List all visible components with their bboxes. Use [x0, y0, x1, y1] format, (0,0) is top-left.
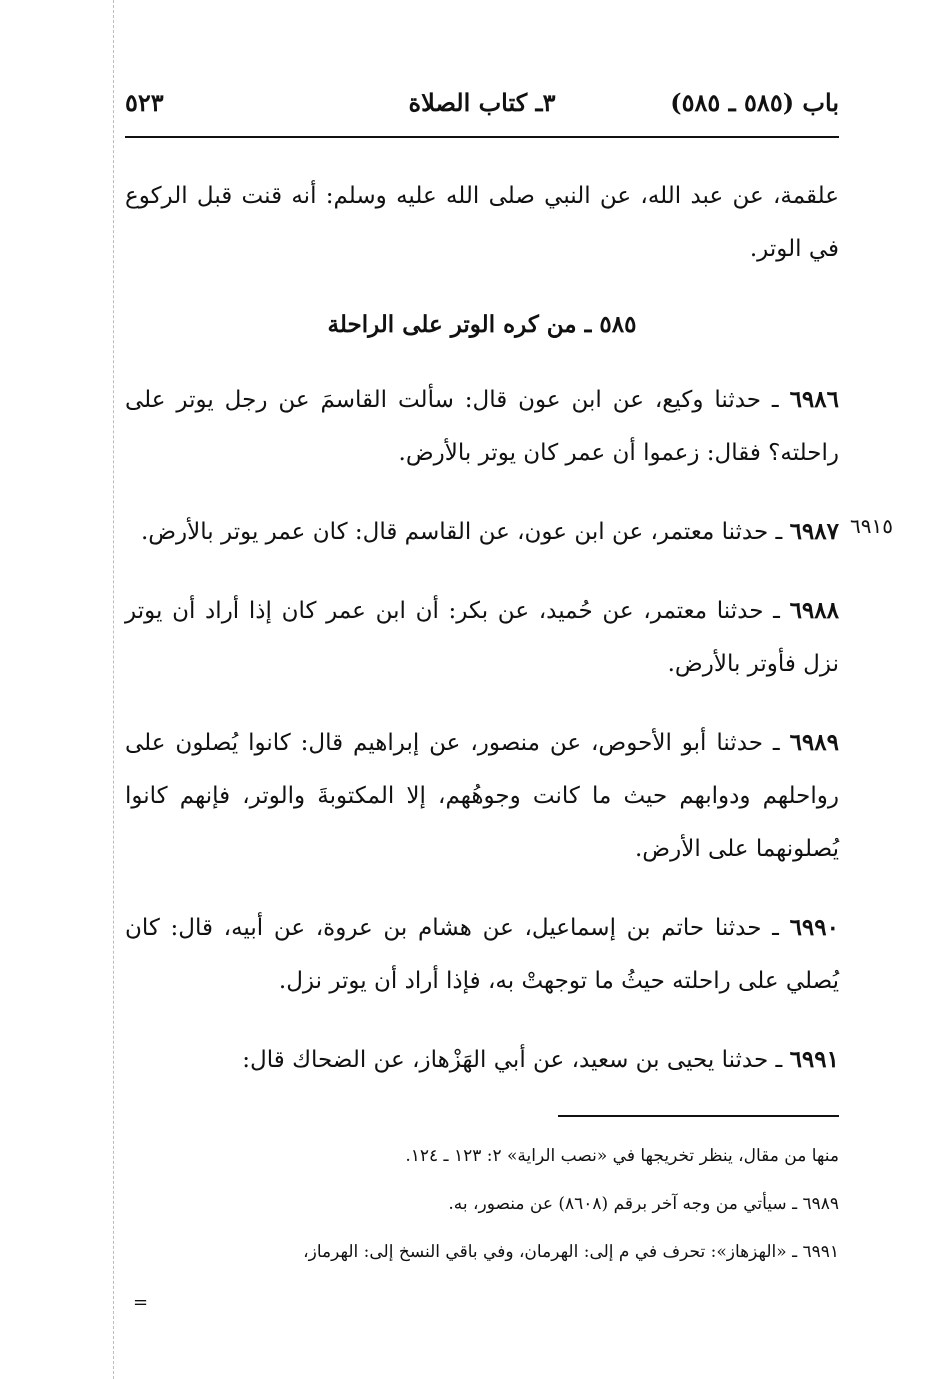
- hadith-paragraph: [125, 1033, 839, 1087]
- page-number: ٥٢٣: [125, 88, 164, 117]
- continuation-mark: =: [133, 1292, 149, 1313]
- hadith-number: ٦٩٩٠: [789, 914, 839, 941]
- footnote: منها من مقال، ينظر تخريجها في «نصب الراية» ٢: ١٢٣ ـ ١٢٤.: [405, 1146, 839, 1166]
- footnote-rule: [558, 1115, 839, 1117]
- book-title: ٣ـ كتاب الصلاة: [408, 88, 556, 117]
- page-edge-line: [113, 0, 114, 1379]
- section-title: ٥٨٥ ـ من كره الوتر على الراحلة: [327, 311, 637, 338]
- main-text: [125, 170, 839, 1112]
- hadith-paragraph: [125, 373, 839, 480]
- hadith-paragraph: [125, 584, 839, 691]
- hadith-text: ـ حدثنا وكيع، عن ابن عون قال: سألت القاسمَ عن رجل يوتر على راحلته؟ فقال: زعموا أن عمر كان يوتر بالأرض.: [125, 387, 839, 466]
- hadith-number: ٦٩٨٨: [789, 597, 839, 624]
- hadith-number: ٦٩٨٩: [789, 729, 839, 756]
- hadith-number: ٦٩٩١: [789, 1046, 839, 1073]
- footnote: ٦٩٩١ ـ «الهزهاز»: تحرف في م إلى: الهرمان، وفي باقي النسخ إلى: الهرماز،: [303, 1242, 839, 1262]
- hadith-number: ٦٩٨٦: [789, 386, 839, 413]
- hadith-text: ـ حدثنا معتمر، عن حُميد، عن بكر: أن ابن عمر كان إذا أراد أن يوتر نزل فأوتر بالأرض.: [125, 598, 839, 677]
- hadith-text: ـ حدثنا معتمر، عن ابن عون، عن القاسم قال: كان عمر يوتر بالأرض.: [140, 519, 783, 545]
- hadith-text: ـ حدثنا حاتم بن إسماعيل، عن هشام بن عروة، عن أبيه، قال: كان يُصلي على راحلته حيثُ ما توجهتْ به، فإذا أراد أن يوتر نزل.: [125, 915, 839, 994]
- hadith-paragraph: [125, 505, 839, 559]
- hadith-text: ـ حدثنا أبو الأحوص، عن منصور، عن إبراهيم قال: كانوا يُصلون على رواحلهم ودوابهم حيث ما كانت وجوهُهم، إلا المكتوبةَ والوتر، فإنهم كانوا يُصلونهما على الأرض.: [125, 730, 839, 862]
- chapter-heading: باب (٥٨٥ ـ ٥٨٥): [670, 88, 839, 117]
- hadith-text: ـ حدثنا يحيى بن سعيد، عن أبي الهَزْهاز، عن الضحاك قال:: [242, 1047, 783, 1073]
- hadith-number: ٦٩٨٧: [789, 518, 839, 545]
- continued-paragraph: علقمة، عن عبد الله، عن النبي صلى الله عليه وسلم: أنه قنت قبل الركوع في الوتر.: [125, 183, 839, 262]
- header-rule: [125, 136, 839, 138]
- hadith-paragraph: [125, 901, 839, 1008]
- footnotes: [125, 1132, 839, 1276]
- footnote: ٦٩٨٩ ـ سيأتي من وجه آخر برقم (٨٦٠٨) عن منصور، به.: [448, 1194, 839, 1214]
- running-header: [125, 88, 839, 128]
- hadith-paragraph: [125, 716, 839, 876]
- margin-reference-number: ٦٩١٥: [850, 514, 893, 538]
